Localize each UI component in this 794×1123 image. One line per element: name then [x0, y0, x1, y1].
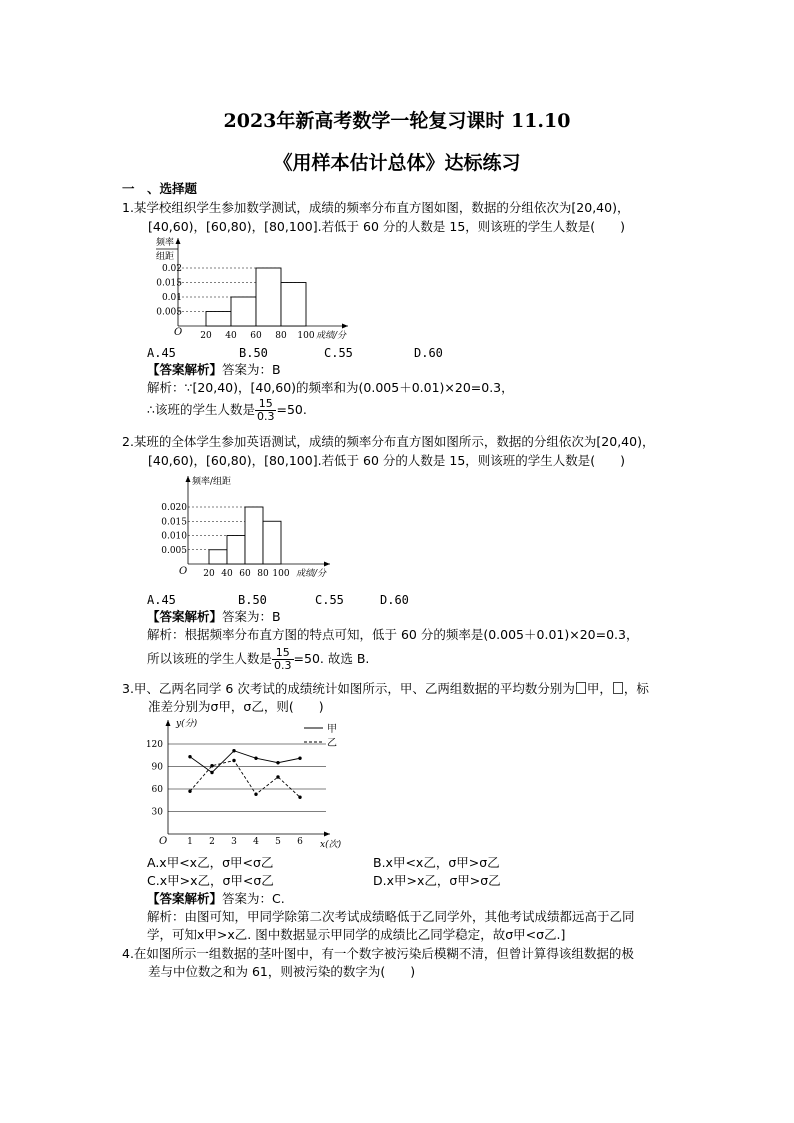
q3-data-point [188, 755, 191, 758]
q2-xtick-label: 100 [272, 569, 290, 579]
q1-bar [256, 268, 281, 326]
q3-data-point [188, 790, 191, 793]
q3-data-point [298, 757, 301, 760]
q2-fraction [272, 647, 294, 672]
q3-data-point [254, 757, 257, 760]
q2-x-arrow [324, 562, 330, 567]
q1-option-d: D.60 [414, 346, 443, 360]
q1-ytick-label: 0.005 [156, 307, 182, 318]
q3-data-point [254, 793, 257, 796]
q3-data-point [276, 761, 279, 764]
q3-data-point [276, 775, 279, 778]
q2-option-b: B.50 [238, 593, 267, 607]
q2-xtick-label: 40 [221, 569, 233, 579]
q3-explanation-1: 解析：由图可知，甲同学除第二次考试成绩略低于乙同学外，其他考试成绩都远高于乙同 [147, 909, 635, 924]
q3-ylabel: y(分) [176, 719, 198, 729]
q3-option-b: B.x甲<x乙，σ甲>σ乙 [373, 855, 500, 870]
q2-option-c: C.55 [315, 593, 344, 607]
q3-ytick-label: 60 [151, 785, 163, 795]
missing-image-icon [613, 682, 623, 694]
q3-xtick-label: 2 [209, 837, 215, 847]
q1-answer [147, 362, 281, 378]
q1-bar [281, 283, 306, 327]
q2-ytick-label: 0.005 [161, 545, 187, 556]
q3-answer [147, 891, 285, 907]
q1-ytick-label: 0.01 [161, 293, 182, 303]
q3-series-line [190, 751, 300, 773]
q2-answer [147, 609, 281, 625]
q2-fraction-numerator: 15 [272, 647, 294, 660]
document-title: 2023年新高考数学一轮复习课时 11.10 [223, 110, 571, 132]
q1-xtick-label: 20 [200, 331, 212, 341]
q2-bar [245, 507, 263, 564]
q4-text-line1: 4.在如图所示一组数据的茎叶图中，有一个数字被污染后模糊不清，但曾计算得该组数据的极 [122, 946, 634, 961]
q1-option-c: C.55 [324, 346, 353, 360]
q2-bar [227, 536, 245, 565]
q2-explanation-2 [147, 647, 369, 672]
q2-bar [209, 550, 227, 564]
q3-option-d: D.x甲>x乙，σ甲>σ乙 [373, 873, 501, 888]
q3-option-c: C.x甲>x乙，σ甲<σ乙 [147, 873, 274, 888]
q2-xlabel: 成绩/分 [296, 569, 327, 579]
q3-y-arrow [166, 720, 171, 726]
q2-ytick-label: 0.015 [161, 517, 187, 528]
q3-series-line [190, 761, 300, 798]
q1-ytick-label: 0.02 [161, 264, 182, 274]
q3-text-line2: 准差分别为σ甲，σ乙，则( ) [148, 699, 324, 714]
q1-histogram [148, 234, 368, 346]
section-heading: 一 、选择题 [122, 181, 198, 196]
q3-origin: O [159, 836, 168, 847]
q3-xtick-label: 1 [187, 837, 193, 847]
q2-bar [263, 521, 281, 564]
q2-ytick-label: 0.020 [161, 503, 187, 513]
missing-image-icon [576, 682, 586, 694]
q1-option-a: A.45 [147, 346, 176, 360]
q1-bar [231, 297, 256, 326]
q3-option-a: A.x甲<x乙，σ甲<σ乙 [147, 855, 274, 870]
q1-option-b: B.50 [239, 346, 268, 360]
q3-explanation-2: 学，可知x甲>x乙. 图中数据显示甲同学的成绩比乙同学稳定，故σ甲<σ乙.] [147, 927, 566, 942]
q2-origin: O [179, 566, 188, 577]
q1-answer-label: 【答案解析】 [147, 362, 223, 377]
q2-exp2-post: =50. 故选 B. [293, 651, 370, 666]
q3-legend-label: 甲 [327, 724, 337, 735]
q2-ylabel: 频率/组距 [192, 477, 232, 487]
q1-explanation-1: 解析：∵[20,40)，[40,60)的频率和为(0.005＋0.01)×20=0.3， [147, 380, 514, 395]
q1-fraction-denominator: 0.3 [256, 410, 275, 423]
q2-option-d: D.60 [380, 593, 409, 607]
q3-xtick-label: 3 [231, 837, 237, 847]
q3-answer-label: 【答案解析】 [147, 891, 223, 906]
q3-xlabel: x(次) [320, 840, 342, 850]
q1-xlabel: 成绩/分 [316, 331, 347, 341]
q3-xtick-label: 4 [253, 837, 259, 847]
q1-xtick-label: 100 [297, 331, 315, 341]
q3-legend-label: 乙 [327, 738, 337, 749]
q4-text-line2: 差与中位数之和为 61，则被污染的数字为( ) [148, 964, 416, 979]
q1-xtick-label: 60 [250, 331, 262, 341]
q2-xtick-label: 60 [239, 569, 251, 579]
q3-answer-value: 答案为：C. [222, 891, 285, 906]
q2-ytick-label: 0.010 [161, 531, 187, 542]
q1-x-arrow [342, 324, 348, 329]
q3-data-point [298, 796, 301, 799]
document-subtitle: 《用样本估计总体》达标练习 [273, 152, 521, 174]
q3-data-point [232, 759, 235, 762]
q1-xtick-label: 40 [225, 331, 237, 341]
q1-ytick-label: 0.015 [156, 278, 182, 289]
q1-text-line2: [40,60)，[60,80)，[80,100].若低于 60 分的人数是 15，则该班的学生人数是( ) [148, 219, 626, 234]
q1-answer-value: 答案为：B [222, 362, 281, 377]
q2-histogram [148, 472, 348, 582]
q2-answer-value: 答案为：B [222, 609, 281, 624]
q3-ytick-label: 120 [145, 740, 163, 750]
q1-explanation-2 [147, 398, 307, 423]
q3-text-line1: 3.甲、乙两名同学 6 次考试的成绩统计如图所示，甲、乙两组数据的平均数分别为 甲， ，标 [122, 681, 649, 696]
q1-bar [206, 312, 231, 327]
q1-fraction-numerator: 15 [255, 398, 277, 411]
q1-origin: O [174, 327, 183, 338]
q3-line-chart [145, 716, 358, 854]
q3-line1-post: ，标 [623, 681, 649, 696]
q2-text-line1: 2.某班的全体学生参加英语测试，成绩的频率分布直方图如图所示，数据的分组依次为[20,40)， [122, 434, 655, 449]
q3-xtick-label: 6 [297, 837, 303, 847]
q2-y-arrow [186, 476, 191, 482]
q2-exp2-pre: 所以该班的学生人数是 [147, 651, 273, 666]
q3-ytick-label: 30 [151, 807, 163, 818]
q3-line1-text: 3.甲、乙两名同学 6 次考试的成绩统计如图所示，甲、乙两组数据的平均数分别为 [122, 681, 575, 696]
q3-x-arrow [324, 832, 330, 837]
q2-answer-label: 【答案解析】 [147, 609, 223, 624]
q2-fraction-denominator: 0.3 [274, 659, 292, 672]
q1-ylabel-bottom: 组距 [156, 252, 175, 262]
q1-xtick-label: 80 [275, 331, 287, 341]
q1-y-arrow [176, 238, 181, 244]
q2-explanation-1: 解析：根据频率分布直方图的特点可知，低于 60 分的频率是(0.005＋0.01)×20=0.3， [147, 627, 639, 642]
q3-xtick-label: 5 [275, 837, 281, 847]
q2-xtick-label: 20 [203, 569, 215, 579]
q2-option-a: A.45 [147, 593, 176, 607]
q1-exp2-post: =50. [276, 402, 307, 417]
q3-data-point [232, 749, 235, 752]
q2-xtick-label: 80 [257, 569, 269, 579]
q2-text-line2: [40,60)，[60,80)，[80,100].若低于 60 分的人数是 15，则该班的学生人数是( ) [148, 453, 626, 468]
q1-fraction [255, 398, 277, 423]
q1-ylabel-top: 频率 [156, 238, 175, 248]
q1-text-line1: 1.某学校组织学生参加数学测试，成绩的频率分布直方图如图，数据的分组依次为[20,40)， [122, 200, 630, 215]
q3-data-point [210, 764, 213, 767]
q3-ytick-label: 90 [151, 762, 163, 773]
q1-exp2-pre: ∴该班的学生人数是 [147, 402, 255, 417]
q3-data-point [210, 771, 213, 774]
